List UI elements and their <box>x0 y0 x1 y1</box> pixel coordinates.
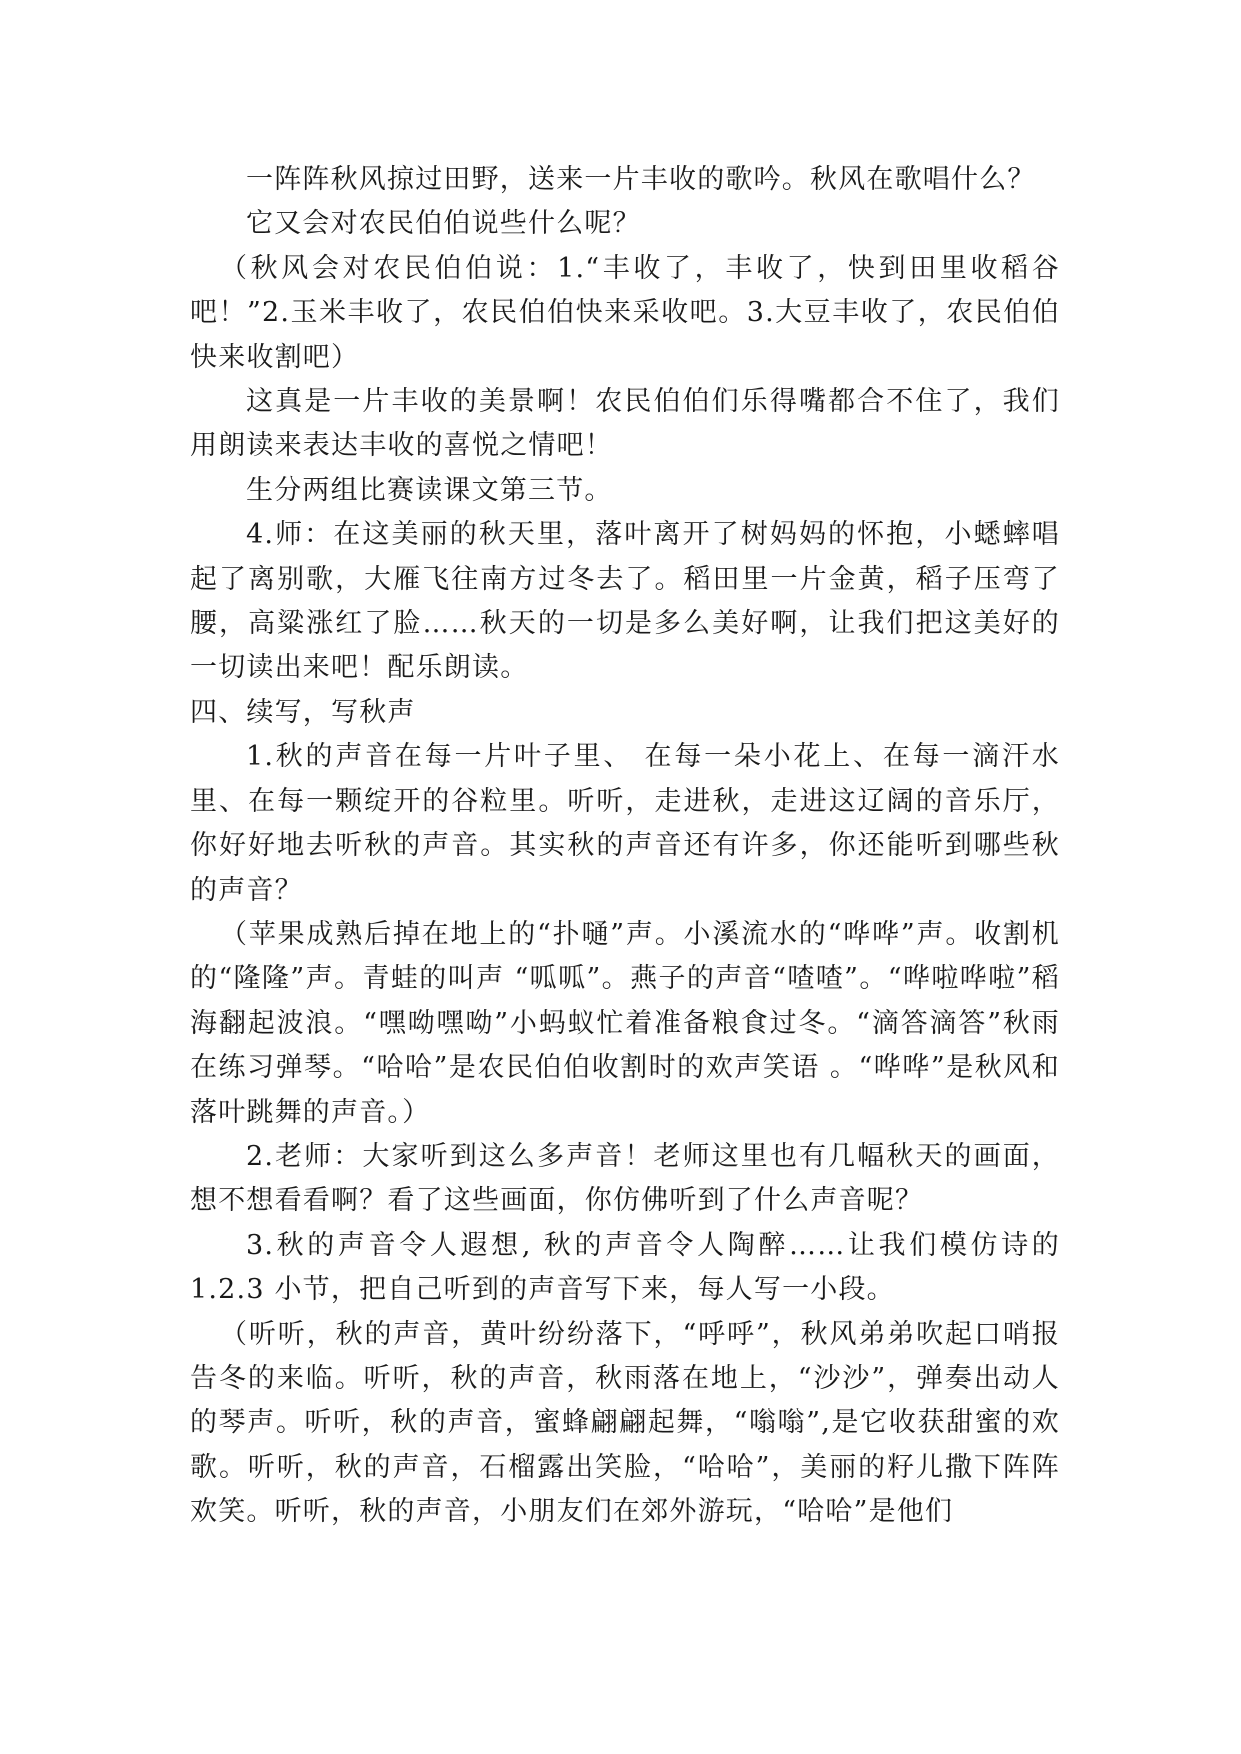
paragraph-sound-examples: （苹果成熟后掉在地上的“扑嗵”声。小溪流水的“哗哗”声。收割机的“隆隆”声。青蛙的叫声 “呱呱”。燕子的声音“喳喳”。“哗啦哗啦”稻海翻起波浪。“嘿呦嘿呦”小蚂蚁忙着准备粮食过冬。“滴答滴答”秋雨在练习弹琴。“哈哈”是农民伯伯收割时的欢声笑语 。“哗哗”是秋风和落叶跳舞的声音。） <box>190 918 1060 1128</box>
paragraph-autumn-wind: 一阵阵秋风掠过田野，送来一片丰收的歌吟。秋风在歌唱什么？ <box>246 164 1036 195</box>
paragraph-item-2: 2.老师：大家听到这么多声音！老师这里也有几幅秋天的画面，想不想看看啊？看了这些画面，你仿佛听到了什么声音呢？ <box>190 1140 1060 1217</box>
document-body <box>190 158 1060 1535</box>
paragraph-question: 它又会对农民伯伯说些什么呢？ <box>246 208 641 240</box>
paragraph-group-reading: 生分两组比赛读课文第三节。 <box>246 474 613 506</box>
paragraph-wind-answers: （秋风会对农民伯伯说：1.“丰收了，丰收了，快到田里收稻谷吧！”2.玉米丰收了，农民伯伯快来采收吧。3.大豆丰收了，农民伯伯快来收割吧） <box>190 252 1060 373</box>
section-heading: 四、续写，写秋声 <box>190 696 416 728</box>
paragraph-item-3: 3.秋的声音令人遐想, 秋的声音令人陶醉……让我们模仿诗的1.2.3 小节，把自己听到的声音写下来，每人写一小段。 <box>190 1229 1060 1306</box>
paragraph-sample-writing: （听听，秋的声音，黄叶纷纷落下，“呼呼”，秋风弟弟吹起口哨报告冬的来临。听听，秋的声音，秋雨落在地上，“沙沙”，弹奏出动人的琴声。听听，秋的声音，蜜蜂翩翩起舞，“嗡嗡”,是它收获甜蜜的欢歌。听听，秋的声音，石榴露出笑脸，“哈哈”，美丽的籽儿撒下阵阵欢笑。听听，秋的声音，小朋友们在郊外游玩，“哈哈”是他们 <box>190 1318 1060 1528</box>
paragraph-teacher-4: 4.师：在这美丽的秋天里，落叶离开了树妈妈的怀抱，小蟋蟀唱起了离别歌，大雁飞往南方过冬去了。稻田里一片金黄，稻子压弯了腰，高粱涨红了脸……秋天的一切是多么美好啊，让我们把这美好的一切读出来吧！配乐朗读。 <box>190 519 1060 684</box>
paragraph-item-1: 1.秋的声音在每一片叶子里、 在每一朵小花上、在每一滴汗水里、在每一颗绽开的谷粒里。听听，走进秋，走进这辽阔的音乐厅，你好好地去听秋的声音。其实秋的声音还有许多，你还能听到哪些秋的声音？ <box>190 741 1060 906</box>
paragraph-harvest-scene: 这真是一片丰收的美景啊！农民伯伯们乐得嘴都合不住了，我们用朗读来表达丰收的喜悦之情吧！ <box>190 386 1060 462</box>
